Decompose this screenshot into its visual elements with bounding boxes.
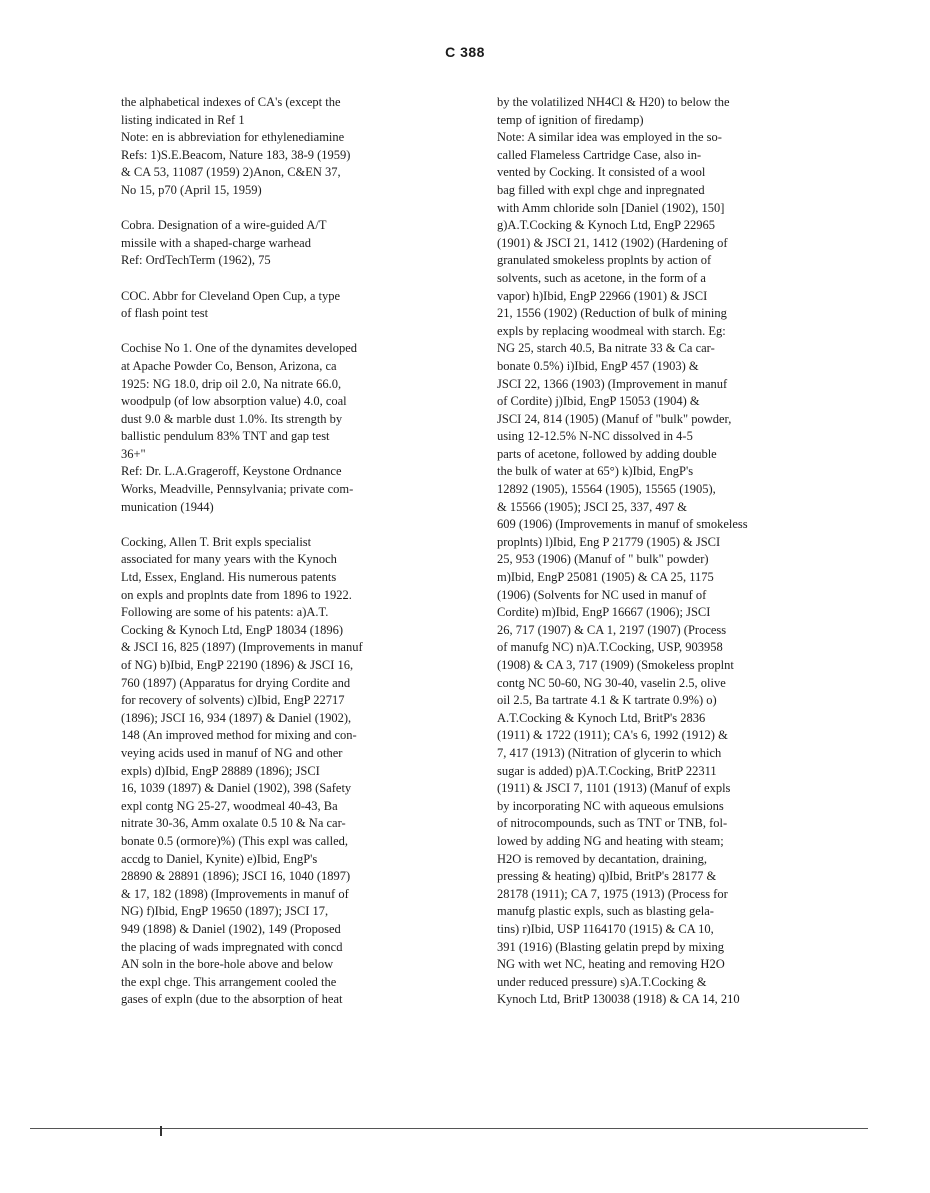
- text-line: (1901) & JSCI 21, 1412 (1902) (Hardening of: [497, 235, 728, 250]
- entry: [497, 94, 827, 1009]
- text-line: tins) r)Ibid, USP 1164170 (1915) & CA 10,: [497, 921, 714, 936]
- text-line: the bulk of water at 65°) k)Ibid, EngP's: [497, 464, 694, 479]
- text-line: Ref: OrdTechTerm (1962), 75: [121, 253, 271, 268]
- text-line: granulated smokeless proplnts by action of: [497, 253, 712, 268]
- text-line: Cocking & Kynoch Ltd, EngP 18034 (1896): [121, 622, 344, 637]
- text-line: 28890 & 28891 (1896); JSCI 16, 1040 (1897): [121, 869, 351, 884]
- text-line: called Flameless Cartridge Case, also in-: [497, 147, 702, 162]
- page-number: C 388: [445, 44, 485, 60]
- text-line: Kynoch Ltd, BritP 130038 (1918) & CA 14, 210: [497, 992, 740, 1007]
- text-line: contg NC 50-60, NG 30-40, vaselin 2.5, olive: [497, 675, 726, 690]
- text-line: gases of expln (due to the absorption of heat: [121, 992, 343, 1007]
- text-line: on expls and proplnts date from 1896 to 1922.: [121, 587, 352, 602]
- text-line: & 15566 (1905); JSCI 25, 337, 497 &: [497, 499, 687, 514]
- text-line: NG 25, starch 40.5, Ba nitrate 33 & Ca car-: [497, 341, 715, 356]
- text-line: AN soln in the bore-hole above and below: [121, 957, 334, 972]
- text-line: pressing & heating) q)Ibid, BritP's 28177 &: [497, 869, 717, 884]
- text-line: 949 (1898) & Daniel (1902), 149 (Proposed: [121, 921, 341, 936]
- text-line: the expl chge. This arrangement cooled the: [121, 974, 337, 989]
- text-line: expls) d)Ibid, EngP 28889 (1896); JSCI: [121, 763, 320, 778]
- text-line: expl contg NG 25-27, woodmeal 40-43, Ba: [121, 798, 338, 813]
- text-line: of NG) b)Ibid, EngP 22190 (1896) & JSCI 16,: [121, 658, 354, 672]
- text-line: nitrate 30-36, Amm oxalate 0.5 10 & Na car-: [121, 816, 346, 831]
- text-line: & 17, 182 (1898) (Improvements in manuf of: [121, 886, 349, 901]
- text-line: of nitrocompounds, such as TNT or TNB, fol-: [497, 816, 728, 831]
- text-line: solvents, such as acetone, in the form of a: [497, 270, 706, 285]
- text-line: using 12-12.5% N-NC dissolved in 4-5: [497, 429, 693, 444]
- text-line: bonate 0.5%) i)Ibid, EngP 457 (1903) &: [497, 358, 699, 373]
- text-line: 1925: NG 18.0, drip oil 2.0, Na nitrate 66.0,: [121, 376, 342, 391]
- text-line: & JSCI 16, 825 (1897) (Improvements in manuf: [121, 640, 363, 655]
- text-line: the alphabetical indexes of CA's (except the: [121, 95, 341, 109]
- text-line: dust 9.0 & marble dust 1.0%. Its strength by: [121, 411, 343, 426]
- text-line: by the volatilized NH4Cl & H20) to below the: [497, 95, 730, 109]
- text-line: H2O is removed by decantation, draining,: [497, 851, 708, 866]
- text-line: Refs: 1)S.E.Beacom, Nature 183, 38-9 (1959): [121, 147, 351, 162]
- text-line: NG with wet NC, heating and removing H2O: [497, 957, 725, 972]
- text-line: Cochise No 1. One of the dynamites developed: [121, 341, 358, 356]
- text-line: COC. Abbr for Cleveland Open Cup, a type: [121, 288, 341, 303]
- right-column: [497, 94, 827, 1026]
- text-line: munication (1944): [121, 499, 214, 514]
- footer-rule: [30, 1128, 868, 1129]
- text-line: 26, 717 (1907) & CA 1, 2197 (1907) (Process: [497, 622, 727, 637]
- text-line: Cordite) m)Ibid, EngP 16667 (1906); JSCI: [497, 605, 711, 620]
- text-line: (1896); JSCI 16, 934 (1897) & Daniel (1902),: [121, 710, 352, 725]
- text-line: Note: A similar idea was employed in the so-: [497, 130, 722, 145]
- text-line: Works, Meadville, Pennsylvania; private com-: [121, 482, 354, 497]
- text-line: of flash point test: [121, 306, 209, 321]
- text-line: 16, 1039 (1897) & Daniel (1902), 398 (Safety: [121, 781, 352, 796]
- text-line: 28178 (1911); CA 7, 1975 (1913) (Process for: [497, 886, 728, 901]
- text-line: vapor) h)Ibid, EngP 22966 (1901) & JSCI: [497, 288, 708, 303]
- text-line: (1908) & CA 3, 717 (1909) (Smokeless proplnt: [497, 658, 734, 672]
- text-line: & CA 53, 11087 (1959) 2)Anon, C&EN 37,: [121, 165, 341, 180]
- text-line: Cocking, Allen T. Brit expls specialist: [121, 534, 312, 549]
- footer-tick-mark: [160, 1126, 162, 1136]
- text-line: Ref: Dr. L.A.Grageroff, Keystone Ordnance: [121, 464, 342, 479]
- text-line: 391 (1916) (Blasting gelatin prepd by mixing: [497, 939, 725, 954]
- text-line: missile with a shaped-charge warhead: [121, 235, 311, 250]
- entry: [121, 288, 449, 323]
- text-line: Note: en is abbreviation for ethylenediamine: [121, 130, 345, 145]
- text-line: lowed by adding NG and heating with steam;: [497, 833, 724, 848]
- text-line: with Amm chloride soln [Daniel (1902), 150]: [497, 200, 725, 215]
- text-line: 12892 (1905), 15564 (1905), 15565 (1905),: [497, 482, 716, 497]
- text-line: g)A.T.Cocking & Kynoch Ltd, EngP 22965: [497, 218, 716, 233]
- text-line: woodpulp (of low absorption value) 4.0, coal: [121, 394, 347, 409]
- text-line: manufg plastic expls, such as blasting gela-: [497, 904, 714, 919]
- text-line: (1911) & JSCI 7, 1101 (1913) (Manuf of expls: [497, 781, 731, 796]
- text-line: (1906) (Solvents for NC used in manuf of: [497, 587, 707, 602]
- text-line: for recovery of solvents) c)Ibid, EngP 22717: [121, 693, 345, 708]
- text-line: oil 2.5, Ba tartrate 4.1 & K tartrate 0.9%) o): [497, 693, 717, 708]
- text-line: 760 (1897) (Apparatus for drying Cordite and: [121, 675, 351, 690]
- left-column: [121, 94, 449, 1026]
- text-line: listing indicated in Ref 1: [121, 112, 245, 127]
- text-line: proplnts) l)Ibid, Eng P 21779 (1905) & JSCI: [497, 534, 721, 549]
- text-line: temp of ignition of firedamp): [497, 112, 644, 127]
- text-line: vented by Cocking. It consisted of a wool: [497, 165, 706, 180]
- text-line: under reduced pressure) s)A.T.Cocking &: [497, 974, 707, 989]
- text-line: NG) f)Ibid, EngP 19650 (1897); JSCI 17,: [121, 904, 329, 919]
- text-line: A.T.Cocking & Kynoch Ltd, BritP's 2836: [497, 710, 706, 725]
- text-line: bag filled with expl chge and inpregnated: [497, 182, 705, 197]
- text-line: 36+": [121, 446, 146, 461]
- text-line: sugar is added) p)A.T.Cocking, BritP 22311: [497, 763, 717, 778]
- text-line: expls by replacing woodmeal with starch. Eg:: [497, 323, 726, 338]
- entry: [121, 94, 449, 200]
- text-line: 609 (1906) (Improvements in manuf of smokeless: [497, 517, 748, 532]
- text-line: associated for many years with the Kynoch: [121, 552, 337, 567]
- text-line: 25, 953 (1906) (Manuf of " bulk" powder): [497, 552, 709, 567]
- text-line: No 15, p70 (April 15, 1959): [121, 182, 262, 197]
- text-line: of manufg NC) n)A.T.Cocking, USP, 903958: [497, 640, 723, 655]
- text-line: ballistic pendulum 83% TNT and gap test: [121, 429, 330, 444]
- text-line: Ltd, Essex, England. His numerous patents: [121, 570, 337, 585]
- text-line: JSCI 24, 814 (1905) (Manuf of "bulk" powder,: [497, 411, 732, 426]
- entry: [121, 340, 449, 516]
- text-line: of Cordite) j)Ibid, EngP 15053 (1904) &: [497, 394, 700, 409]
- text-line: 21, 1556 (1902) (Reduction of bulk of mining: [497, 306, 727, 321]
- entry: [121, 534, 449, 1009]
- text-line: Following are some of his patents: a)A.T.: [121, 605, 329, 620]
- text-line: by incorporating NC with aqueous emulsions: [497, 798, 724, 813]
- text-line: Cobra. Designation of a wire-guided A/T: [121, 218, 327, 233]
- text-line: the placing of wads impregnated with concd: [121, 939, 343, 954]
- text-line: accdg to Daniel, Kynite) e)Ibid, EngP's: [121, 851, 318, 866]
- text-line: (1911) & 1722 (1911); CA's 6, 1992 (1912) &: [497, 728, 728, 743]
- text-line: parts of acetone, followed by adding double: [497, 446, 717, 461]
- text-line: m)Ibid, EngP 25081 (1905) & CA 25, 1175: [497, 570, 714, 585]
- text-line: JSCI 22, 1366 (1903) (Improvement in manuf: [497, 376, 728, 391]
- text-line: veying acids used in manuf of NG and other: [121, 745, 343, 760]
- text-line: 148 (An improved method for mixing and con-: [121, 728, 357, 743]
- text-line: bonate 0.5 (ormore)%) (This expl was called,: [121, 833, 349, 848]
- text-line: 7, 417 (1913) (Nitration of glycerin to which: [497, 745, 722, 760]
- entry: [121, 217, 449, 270]
- text-line: at Apache Powder Co, Benson, Arizona, ca: [121, 358, 337, 373]
